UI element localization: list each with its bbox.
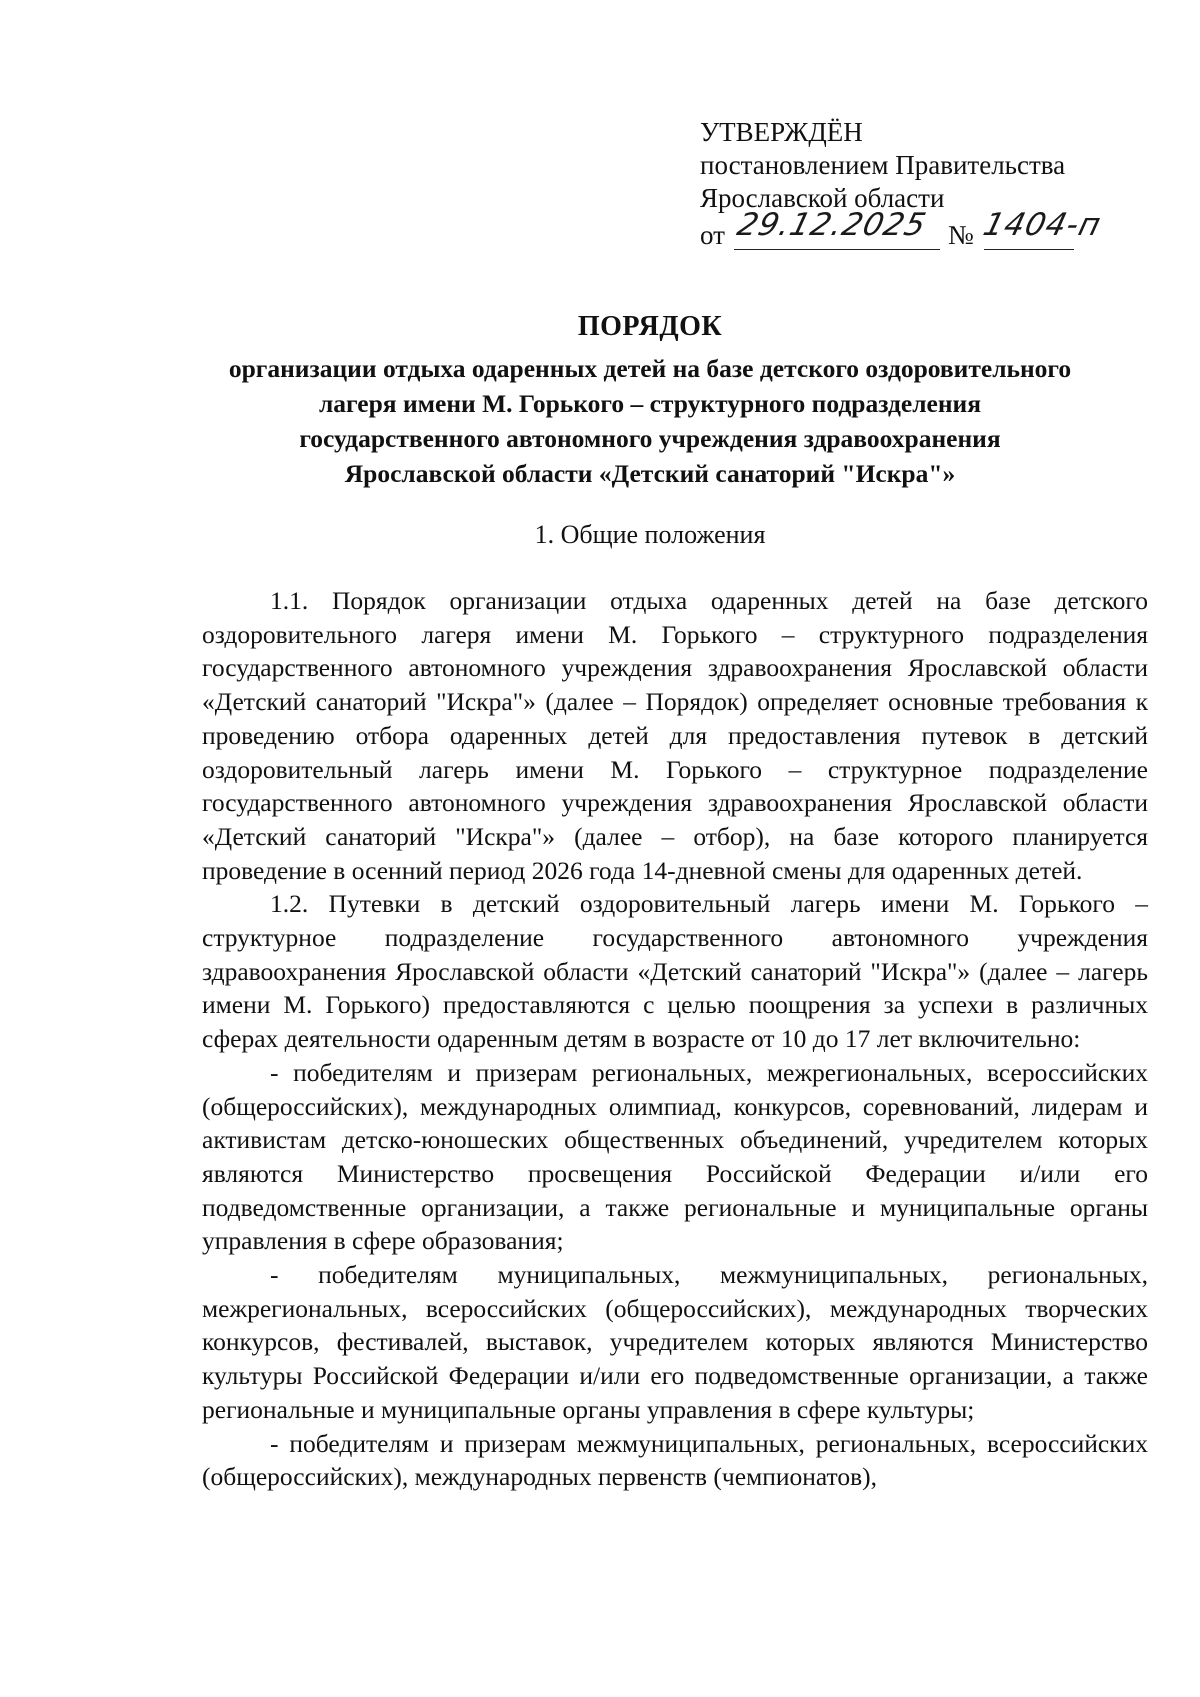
approval-block (700, 116, 1160, 255)
section-body (202, 584, 1148, 1494)
document-subtitle-line-3: государственного автономного учреждения здравоохранения (299, 424, 1001, 453)
handwritten-date: 29.12.2025 (733, 207, 931, 243)
date-prefix: от (700, 220, 725, 250)
section-heading: 1. Общие положения (534, 520, 766, 549)
approval-status: УТВЕРЖДЁН (700, 117, 863, 147)
approval-region-line: Ярославской области (700, 183, 945, 213)
document-subtitle-line-4: Ярославской области «Детский санаторий "Искра"» (344, 459, 956, 488)
number-sign: № (948, 220, 974, 250)
handwritten-number: 1404-п (979, 207, 1105, 243)
approval-date-number-line (700, 207, 1160, 255)
document-title: ПОРЯДОК (577, 311, 723, 342)
list-item-creative-contests: - победителям муниципальных, межмуниципальных, региональных, межрегиональных, всероссийских (общероссийских), международных творческих конкурсов, фестивалей, выставок, учредителем которых являются Министерство культуры Российской Федерации и/или его подведомственные организации, а также региональные и муниципальные органы управления в сфере культуры; (202, 1260, 1148, 1424)
paragraph-1-2: 1.2. Путевки в детский оздоровительный лагерь имени М. Горького – структурное подразделение государственного автономного учреждения здравоохранения Ярославской области «Детский санаторий "Искра"» (далее – лагерь имени М. Горького) предоставляются с целью поощрения за успехи в различных сферах деятельности одаренным детям в возрасте от 10 до 17 лет включительно: (202, 889, 1148, 1054)
list-item-sports-championships: - победителям и призерам межмуниципальных, региональных, всероссийских (общероссийских), международных первенств (чемпионатов), (202, 1428, 1148, 1492)
approval-by-line: постановлением Правительства (700, 150, 1066, 180)
paragraph-1-1: 1.1. Порядок организации отдыха одаренных детей на базе детского оздоровительного лагеря имени М. Горького – структурного подразделения государственного автономного учреждения здравоохранения Ярославской области «Детский санаторий "Искра"» (далее – Порядок) определяет основные требования к проведению отбора одаренных детей для предоставления путевок в детский оздоровительный лагерь имени М. Горького – структурное подразделение государственного автономного учреждения здравоохранения Ярославской области «Детский санаторий "Искра"» (далее – отбор), на базе которого планируется проведение в осенний период 2026 года 14-дневной смены для одаренных детей. (202, 586, 1148, 885)
list-item-olympiads: - победителям и призерам региональных, межрегиональных, всероссийских (общероссийских), международных олимпиад, конкурсов, соревнований, лидерам и активистам детско-юношеских общественных объединений, учредителем которых являются Министерство просвещения Российской Федерации и/или его подведомственные организации, а также региональные и муниципальные органы управления в сфере образования; (202, 1057, 1148, 1256)
date-field (734, 209, 940, 250)
number-field (979, 207, 1105, 250)
document-subtitle-line-2: лагеря имени М. Горького – структурного подразделения (318, 389, 982, 418)
document-subtitle-line-1: организации отдыха одаренных детей на базе детского оздоровительного (228, 354, 1072, 383)
